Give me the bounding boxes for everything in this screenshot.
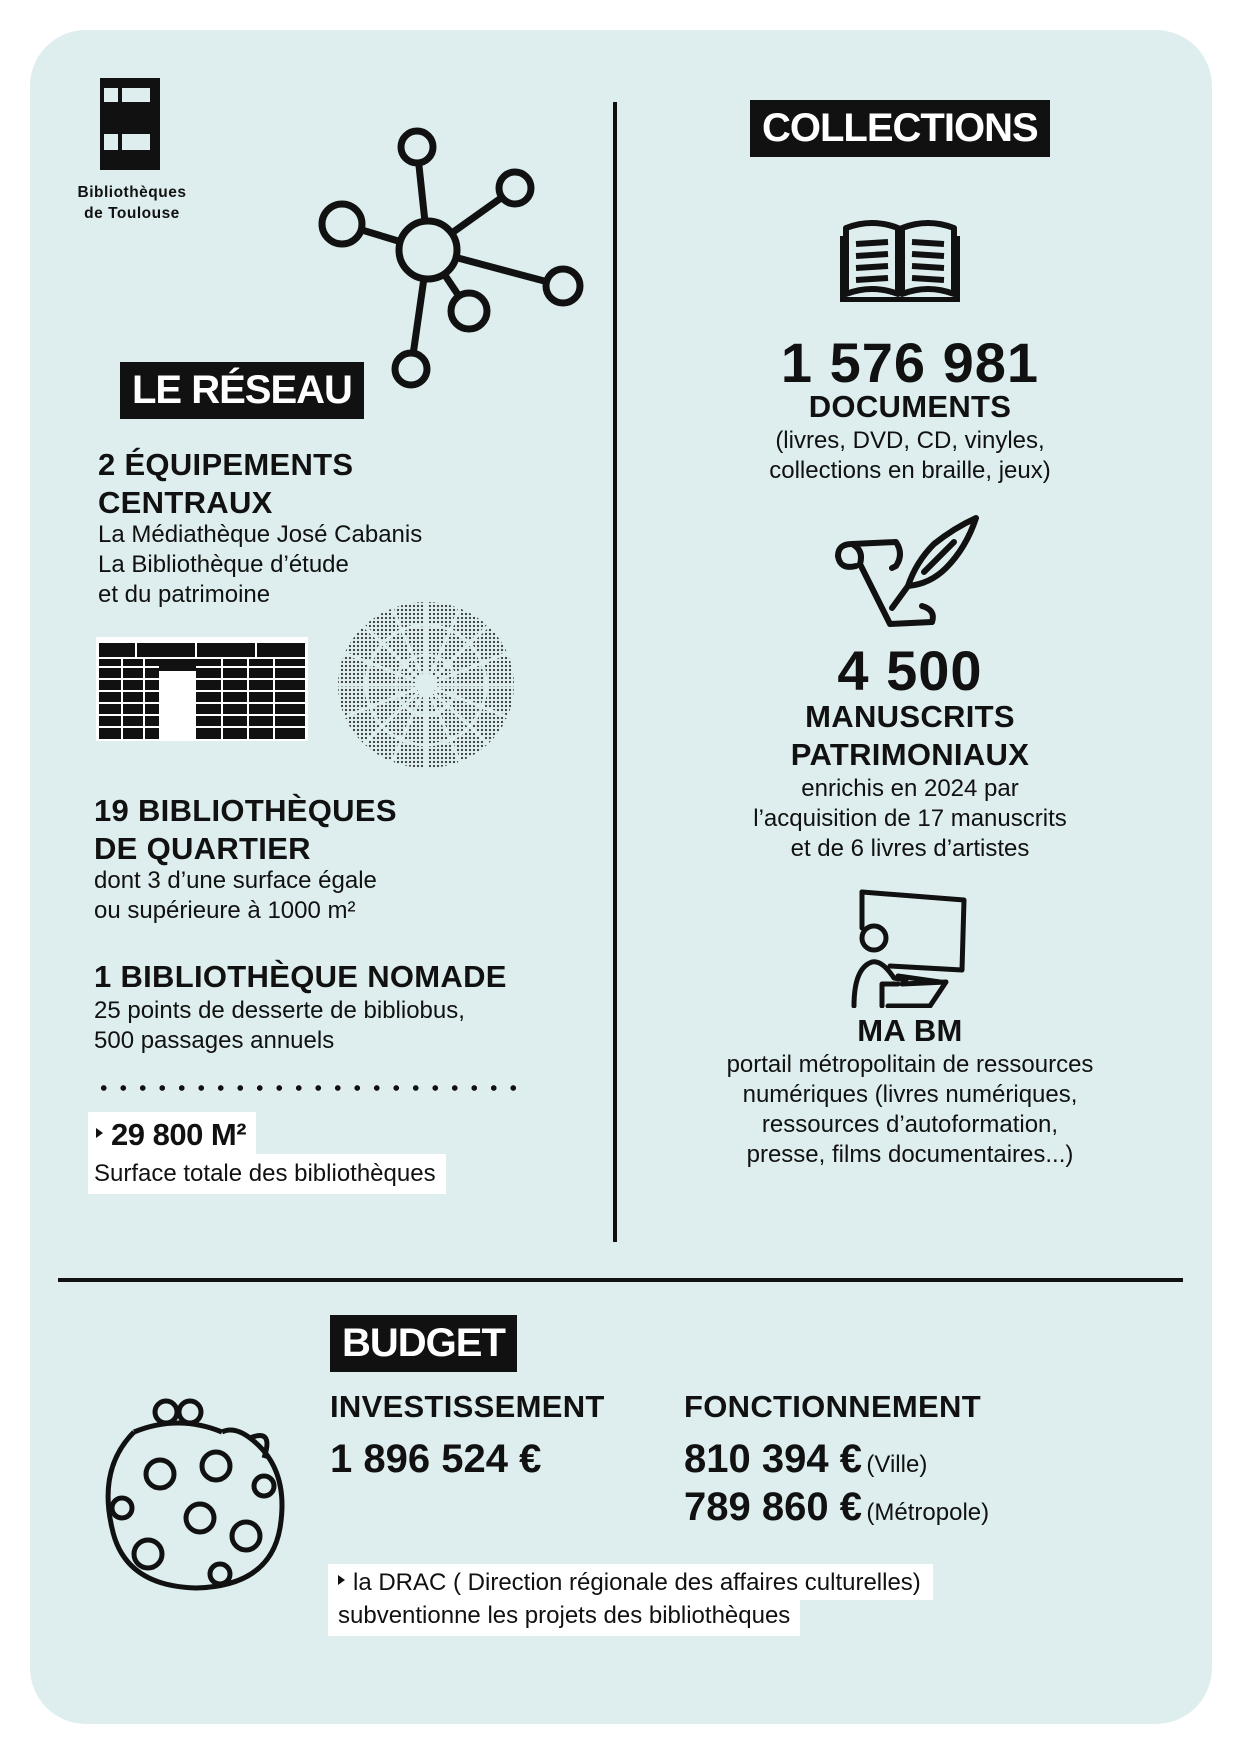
- dotted-separator: [94, 1082, 524, 1094]
- logo-icon: [100, 78, 160, 170]
- quartier-title-line-1: 19 BIBLIOTHÈQUES: [94, 793, 397, 828]
- central-title-line-1: 2 ÉQUIPEMENTS: [98, 447, 354, 482]
- drac-text-1: la DRAC ( Direction régionale des affaires culturelles): [353, 1569, 921, 1596]
- book-icon: [840, 216, 960, 302]
- fonctionnement-note-ville: (Ville): [866, 1451, 928, 1478]
- purse-icon: [104, 1398, 290, 1594]
- arrow-bullet-icon: [96, 1128, 103, 1138]
- fonctionnement-title: FONCTIONNEMENT: [684, 1389, 981, 1424]
- manuscrits-line: enrichis en 2024 par: [801, 775, 1019, 802]
- quartier-description: [94, 866, 377, 926]
- fonctionnement-metropole: [684, 1484, 989, 1539]
- surface-value-label: [88, 1112, 256, 1154]
- documents-title: DOCUMENTS: [808, 389, 1012, 424]
- nomade-line: 25 points de desserte de bibliobus,: [94, 997, 465, 1024]
- surface-value: 29 800 M²: [111, 1117, 247, 1152]
- documents-number: 1 576 981: [780, 331, 1040, 394]
- mabm-line: portail métropolitain de ressources: [726, 1051, 1094, 1078]
- mabm-line: numériques (livres numériques,: [742, 1081, 1078, 1108]
- manuscrits-description: [690, 774, 1130, 864]
- quartier-line: dont 3 d’une surface égale: [94, 867, 377, 894]
- quartier-line: ou supérieure à 1000 m²: [94, 897, 356, 924]
- logo-text: [62, 182, 202, 224]
- logo-line-2: de Toulouse: [84, 205, 180, 222]
- quartier-title: [94, 792, 397, 868]
- vertical-divider: [613, 102, 617, 1242]
- manuscrits-title: [690, 698, 1130, 774]
- fonctionnement-amount-ville: 810 394 €: [684, 1437, 862, 1481]
- budget-tag: BUDGET: [330, 1315, 517, 1372]
- fonctionnement-ville: [684, 1436, 927, 1491]
- nomade-line: 500 passages annuels: [94, 1027, 335, 1054]
- manuscrits-number: 4 500: [837, 639, 983, 702]
- quill-scroll-icon: [834, 514, 984, 630]
- documents-line: (livres, DVD, CD, vinyles,: [775, 427, 1045, 454]
- fonctionnement-amount-metropole: 789 860 €: [684, 1485, 862, 1529]
- surface-label: Surface totale des bibliothèques: [88, 1154, 446, 1194]
- building-icon: [96, 637, 308, 741]
- mabm-description: [670, 1050, 1150, 1170]
- collections-tag: COLLECTIONS: [750, 100, 1050, 157]
- rosette-icon: [336, 600, 516, 770]
- drac-line-2: subventionne les projets des bibliothèques: [328, 1600, 800, 1636]
- mabm-line: ressources d’autoformation,: [761, 1111, 1059, 1138]
- central-title-line-2: CENTRAUX: [98, 485, 273, 520]
- manuscrits-title-line-2: PATRIMONIAUX: [790, 737, 1030, 772]
- quartier-title-line-2: DE QUARTIER: [94, 831, 311, 866]
- person-screen-icon: [842, 888, 972, 1008]
- manuscrits-line: l’acquisition de 17 manuscrits: [753, 805, 1067, 832]
- fonctionnement-note-metropole: (Métropole): [866, 1499, 990, 1526]
- investissement-amount: 1 896 524 €: [330, 1437, 542, 1481]
- logo-line-1: Bibliothèques: [77, 184, 187, 201]
- horizontal-divider: [58, 1278, 1183, 1282]
- manuscrits-line: et de 6 livres d’artistes: [790, 835, 1030, 862]
- manuscrits-title-line-1: MANUSCRITS: [805, 699, 1015, 734]
- nomade-title: 1 BIBLIOTHÈQUE NOMADE: [94, 959, 507, 994]
- nomade-description: [94, 996, 465, 1056]
- arrow-bullet-icon: [338, 1575, 345, 1585]
- mabm-title: MA BM: [857, 1013, 963, 1048]
- reseau-tag: LE RÉSEAU: [120, 362, 364, 419]
- central-line: La Bibliothèque d’étude: [98, 551, 349, 578]
- central-description: [98, 520, 422, 610]
- central-title: [98, 446, 353, 522]
- documents-description: [690, 426, 1130, 486]
- investissement-title: INVESTISSEMENT: [330, 1389, 605, 1424]
- documents-line: collections en braille, jeux): [769, 457, 1051, 484]
- central-line: et du patrimoine: [98, 581, 271, 608]
- central-line: La Médiathèque José Cabanis: [98, 521, 423, 548]
- network-icon: [310, 125, 585, 395]
- drac-line-1: [328, 1564, 933, 1600]
- mabm-line: presse, films documentaires...): [746, 1141, 1074, 1168]
